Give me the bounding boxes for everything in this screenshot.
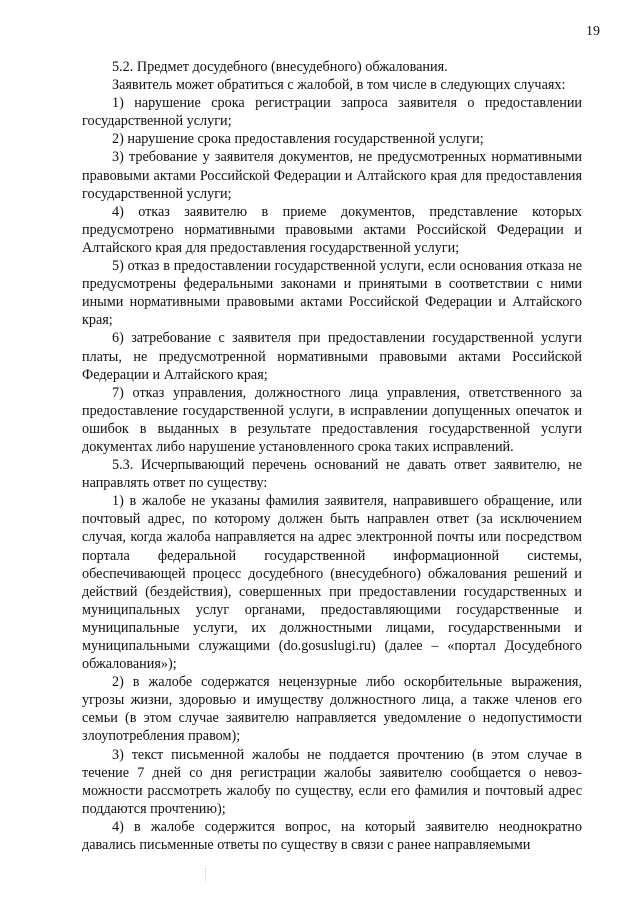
paragraph-item-6: 6) затребование с заявителя при предоставлении государственной услуги платы, не предусмотренной нормативными правовыми актами Российской Федерации и Алтайского края; xyxy=(82,330,582,383)
scan-artifact-mark xyxy=(205,868,207,882)
paragraph-item-3: 3) требование у заявителя документов, не предусмотренных нормативными правовыми актами Российской Федерации и Алтайского края для предоставления государственной услуги; xyxy=(82,149,582,202)
paragraph-item-1: 1) нарушение срока регистрации запроса заявителя о предоставлении государственной услуги; xyxy=(82,95,582,130)
paragraph-reason-4: 4) в жалобе содержится вопрос, на который заявителю неоднократно давались письменные ответы по существу в связи с ранее направляемыми xyxy=(82,818,582,854)
paragraph-item-7: 7) отказ управления, должностного лица управления, ответственного за предоставление государственной услуги, в исправлении допущенных опечаток и ошибок в выданных в результате предоставления государственной услуги документах либо нарушение установленного срока таких исправлений. xyxy=(82,384,582,455)
paragraph-item-4: 4) отказ заявителю в приеме документов, представление которых предусмотрено нормативными правовыми актами Российской Федерации и Алтайского края для предоставления государственной услуги; xyxy=(82,203,582,256)
document-body xyxy=(82,58,582,854)
paragraph-reason-2: 2) в жалобе содержатся нецензурные либо оскорбительные выражения, угрозы жизни, здоровью и имуществу должностного лица, а также членов его семьи (в этом случае заявителю направляется уведомление о недопустимости злоупотребления правом); xyxy=(82,674,582,745)
paragraph-reason-3: 3) текст письменной жалобы не поддается прочтению (в этом случае в течение 7 дней со дня регистрации жалобы заявителю сообщается о невозможности рассмотреть жалобу по существу, если его фамилия и почтовый адрес поддаются прочтению); xyxy=(82,746,582,817)
paragraph-section-5-3-heading: 5.3. Исчерпывающий перечень оснований не давать ответ заявителю, не направлять ответ по существу: xyxy=(82,457,582,492)
paragraph-complaint-intro: Заявитель может обратиться с жалобой, в том числе в следующих случаях: xyxy=(112,77,566,94)
paragraph-item-2: 2) нарушение срока предоставления государственной услуги; xyxy=(112,131,484,148)
paragraph-reason-1: 1) в жалобе не указаны фамилия заявителя, направившего обращение, или почтовый адрес, по которому должен быть направлен ответ (за исключением случая, когда жалоба направляется на адрес электронной почты или посредством портала федеральной государственной информационной системы, обеспечивающей процесс досудебного (внесудебного) обжалования решений и действий (бездействия), совершенных при предоставлении государственных и муниципальных услуг органами, предоставляющими государственные и муниципальные услуги, их должностными лицами, государственными и муниципальными служащими (do.gosuslugi.ru) (далее – «портал Досудебного обжалования»); xyxy=(82,493,582,673)
page-number: 19 xyxy=(586,24,600,39)
paragraph-section-5-2-heading: 5.2. Предмет досудебного (внесудебного) обжалования. xyxy=(112,59,448,75)
paragraph-item-5: 5) отказ в предоставлении государственной услуги, если основания отказа не предусмотрены федеральными законами и принятыми в соответствии с ними иными нормативными правовыми актами Российской Федерации и Алтайского края; xyxy=(82,258,582,329)
